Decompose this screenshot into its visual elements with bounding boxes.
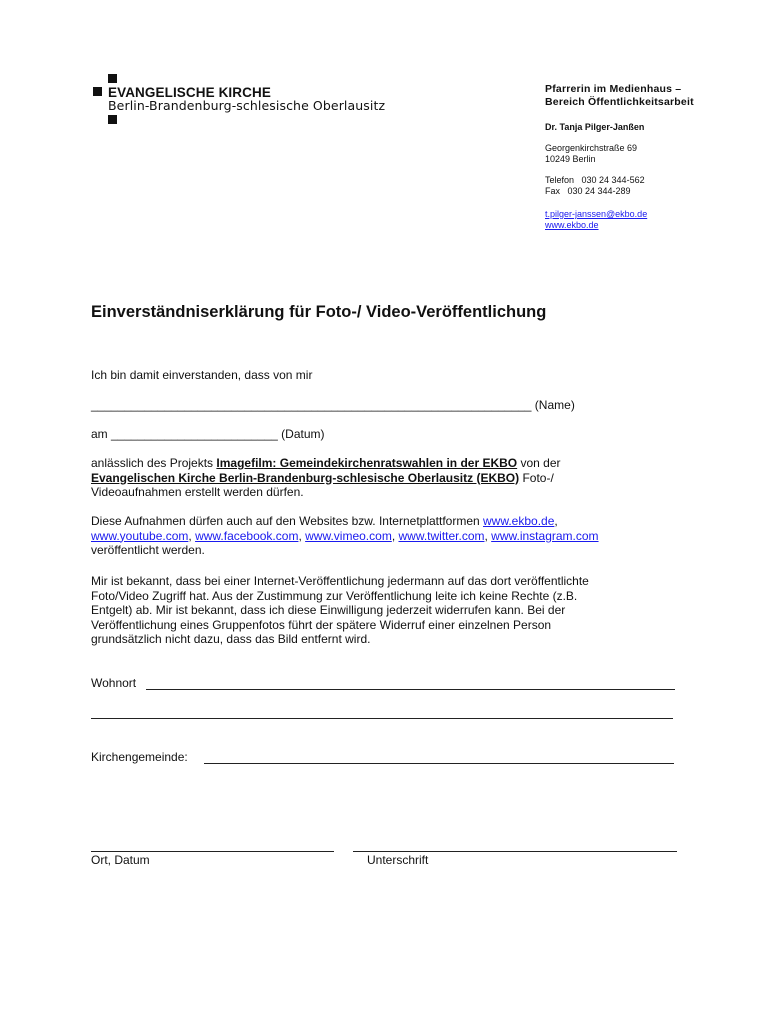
- parish-input-line[interactable]: [204, 763, 674, 764]
- project-line-1: [91, 456, 561, 471]
- place-date-line[interactable]: [91, 851, 334, 852]
- intro-text: Ich bin damit einverstanden, dass von mir: [91, 368, 313, 382]
- link-facebook[interactable]: www.facebook.com: [195, 528, 299, 543]
- project-name: Imagefilm: Gemeindekirchenratswahlen in der EKBO: [216, 456, 518, 470]
- sender-fax: Fax 030 24 344-289: [545, 186, 631, 196]
- notice-line: Veröffentlichung eines Gruppenfotos führt der spätere Widerruf einer einzelnen Person: [91, 617, 552, 632]
- document-title: Einverständniserklärung für Foto-/ Video-Veröffentlichung: [91, 303, 547, 321]
- comma-sep-2: ,: [188, 528, 196, 543]
- link-ekbo[interactable]: www.ekbo.de: [483, 514, 555, 528]
- link-twitter[interactable]: www.twitter.com: [398, 528, 485, 543]
- name-field-line: __________________________________________________________________ (Name): [91, 398, 575, 412]
- residence-input-line[interactable]: [146, 689, 675, 690]
- web-line-2: [91, 529, 599, 544]
- notice-line: Entgelt) ab. Mir ist bekannt, dass ich diese Einwilligung jederzeit widerrufen kann. Bei der: [91, 603, 566, 618]
- residence-label: Wohnort: [91, 676, 137, 690]
- notice-line: grundsätzlich nicht dazu, dass das Bild entfernt wird.: [91, 632, 371, 647]
- link-youtube[interactable]: www.youtube.com: [91, 528, 189, 543]
- logo-square-top: [108, 74, 117, 83]
- place-date-label: Ort, Datum: [91, 853, 150, 867]
- web-line-1: [91, 514, 599, 529]
- project-line-2: [91, 471, 561, 486]
- logo-subtitle: Berlin-Brandenburg-schlesische Oberlausitz: [108, 98, 386, 113]
- signature-label: Unterschrift: [367, 853, 429, 867]
- sender-phone: Telefon 030 24 344-562: [545, 175, 645, 185]
- sender-address: [545, 143, 637, 165]
- comma-sep-1: ,: [554, 514, 558, 528]
- sender-links: [545, 209, 647, 231]
- link-vimeo[interactable]: www.vimeo.com: [305, 528, 392, 543]
- link-instagram[interactable]: www.instagram.com: [491, 528, 599, 543]
- web-paragraph: [91, 514, 599, 558]
- org-suffix: Foto-/: [519, 470, 554, 485]
- notice-paragraph: [91, 574, 589, 647]
- project-prefix: anlässlich des Projekts: [91, 456, 217, 470]
- logo-square-bottom: [108, 115, 117, 124]
- logo-square-middle: [93, 87, 102, 96]
- parish-label: Kirchengemeinde:: [91, 750, 188, 764]
- comma-sep-5: ,: [484, 528, 492, 543]
- sender-department: [545, 83, 694, 109]
- comma-sep-4: ,: [391, 528, 399, 543]
- date-field-line: am _________________________ (Datum): [91, 427, 325, 441]
- sender-web-link[interactable]: www.ekbo.de: [545, 220, 599, 230]
- organization-name: Evangelischen Kirche Berlin-Brandenburg-schlesische Oberlausitz (EKBO): [91, 470, 520, 485]
- sender-city: 10249 Berlin: [545, 154, 596, 164]
- logo-title: EVANGELISCHE KIRCHE: [108, 85, 271, 100]
- project-paragraph: [91, 456, 561, 500]
- residence-second-line[interactable]: [91, 718, 673, 719]
- notice-line: Foto/Video Zugriff hat. Aus der Zustimmung zur Veröffentlichung leite ich keine Rechte (z.B.: [91, 588, 578, 603]
- signature-line[interactable]: [353, 851, 677, 852]
- project-middle: von der: [517, 456, 561, 470]
- notice-line: Mir ist bekannt, dass bei einer Internet-Veröffentlichung jedermann auf das dort veröffentlichte: [91, 574, 589, 588]
- sender-contact: [545, 175, 645, 197]
- web-line-3: veröffentlicht werden.: [91, 543, 205, 558]
- sender-street: Georgenkirchstraße 69: [545, 143, 638, 153]
- sender-email-link[interactable]: t.pilger-janssen@ekbo.de: [545, 209, 648, 219]
- sender-dept-line2: Bereich Öffentlichkeitsarbeit: [545, 96, 694, 108]
- comma-sep-3: ,: [298, 528, 306, 543]
- project-line-3: Videoaufnahmen erstellt werden dürfen.: [91, 485, 304, 500]
- sender-dept-line1: Pfarrerin im Medienhaus –: [545, 83, 682, 95]
- web-prefix: Diese Aufnahmen dürfen auch auf den Websites bzw. Internetplattformen: [91, 514, 484, 528]
- sender-name: Dr. Tanja Pilger-Janßen: [545, 122, 645, 132]
